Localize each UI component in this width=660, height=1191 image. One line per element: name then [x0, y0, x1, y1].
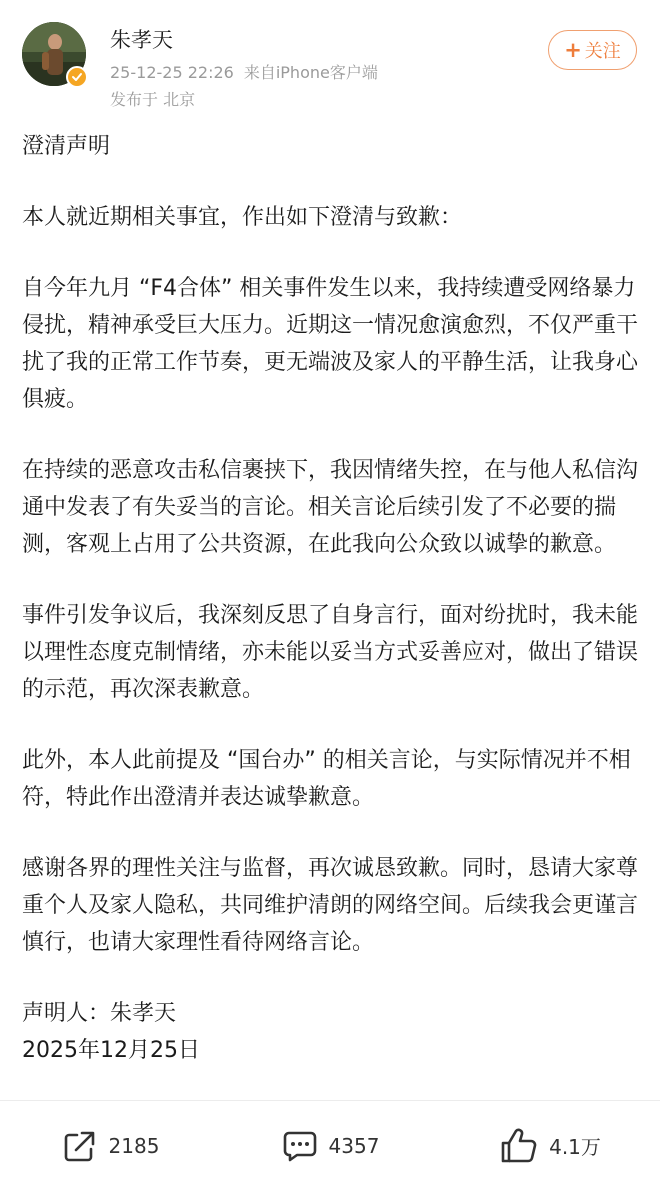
signer: 声明人：朱孝天	[22, 1001, 177, 1026]
like-icon	[499, 1126, 539, 1166]
statement-paragraph-4: 此外，本人此前提及 “国台办” 的相关言论，与实际情况并不相符，特此作出澄清并表达诚挚歉意。	[22, 748, 631, 810]
post-timestamp: 25-12-25 22:26	[110, 63, 234, 82]
follow-label: 关注	[584, 41, 621, 62]
action-bar	[0, 1100, 660, 1191]
follow-button[interactable]	[548, 30, 637, 70]
share-button[interactable]	[0, 1100, 220, 1191]
post-meta	[110, 62, 378, 84]
comment-count: 4357	[328, 1133, 380, 1158]
signature-block	[22, 995, 642, 1069]
share-count: 2185	[108, 1133, 160, 1158]
statement-intro: 本人就近期相关事宜，作出如下澄清与致歉：	[22, 205, 463, 230]
comment-icon	[281, 1127, 319, 1165]
like-button[interactable]	[440, 1100, 660, 1191]
verified-icon	[66, 66, 88, 88]
statement-date: 2025年12月25日	[22, 1038, 200, 1063]
comment-button[interactable]	[220, 1100, 440, 1191]
statement-paragraph-5: 感谢各界的理性关注与监督，再次诚恳致歉。同时，恳请大家尊重个人及家人隐私，共同维护清朗的网络空间。后续我会更谨言慎行，也请大家理性看待网络言论。	[22, 856, 639, 955]
statement-paragraph-3: 事件引发争议后，我深刻反思了自身言行，面对纷扰时，我未能以理性态度克制情绪，亦未能以妥当方式妥善应对，做出了错误的示范，再次深表歉意。	[22, 603, 639, 702]
plus-icon: +	[564, 37, 582, 62]
post-location: 发布于 北京	[110, 90, 196, 109]
like-count: 4.1万	[549, 1135, 601, 1159]
statement-paragraph-2: 在持续的恶意攻击私信裹挟下，我因情绪失控，在与他人私信沟通中发表了有失妥当的言论。相关言论后续引发了不必要的揣测，客观上占用了公共资源，在此我向公众致以诚挚的歉意。	[22, 458, 639, 557]
post-source: 来自iPhone客户端	[243, 63, 378, 82]
post-header	[0, 0, 660, 125]
share-icon	[61, 1127, 99, 1165]
post-content	[22, 128, 642, 1069]
statement-title: 澄清声明	[22, 134, 111, 159]
statement-paragraph-1: 自今年九月 “F4合体” 相关事件发生以来，我持续遭受网络暴力侵扰，精神承受巨大压力。近期这一情况愈演愈烈，不仅严重干扰了我的正常工作节奏，更无端波及家人的平静生活，让我身心俱疲。	[22, 276, 639, 412]
author-name[interactable]: 朱孝天	[110, 28, 173, 52]
